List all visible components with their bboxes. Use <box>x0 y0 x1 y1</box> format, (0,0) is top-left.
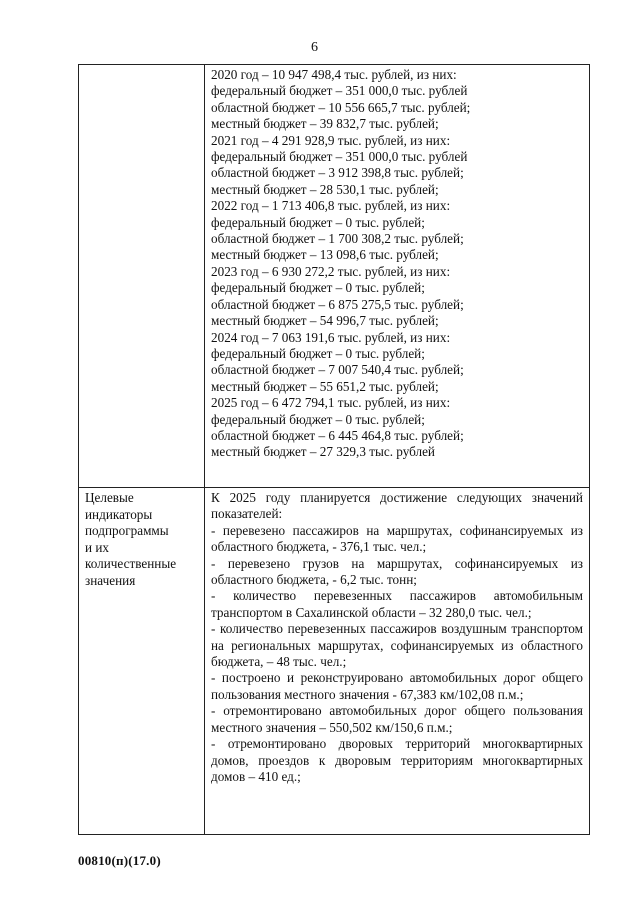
indicators-label-cell <box>79 488 205 835</box>
funding-line: областной бюджет – 3 912 398,8 тыс. рублей; <box>211 165 464 181</box>
indicator-item: - отремонтировано автомобильных дорог общего пользования местного значения – 550,502 км/150,6 п.м.; <box>211 703 583 735</box>
funding-line: 2021 год – 4 291 928,9 тыс. рублей, из них: <box>211 132 451 148</box>
funding-line: федеральный бюджет – 0 тыс. рублей; <box>211 280 425 296</box>
indicator-item: - построено и реконструировано автомобильных дорог общего пользования местного значения - 67,383 км/102,08 п.м.; <box>211 670 583 702</box>
table-row-indicators <box>79 488 590 835</box>
funding-cell <box>205 65 590 488</box>
indicator-item: - перевезено пассажиров на маршрутах, софинансируемых из областного бюджета, - 376,1 тыс. чел.; <box>211 522 583 555</box>
funding-line: областной бюджет – 6 445 464,8 тыс. рублей; <box>211 427 464 443</box>
document-code: 00810(п)(17.0) <box>78 853 161 868</box>
indicators-label-line: и их <box>85 539 110 555</box>
funding-line: местный бюджет – 27 329,3 тыс. рублей <box>211 444 435 460</box>
empty-label-cell <box>79 65 205 488</box>
funding-line: 2022 год – 1 713 406,8 тыс. рублей, из них: <box>211 198 451 214</box>
funding-line: областной бюджет – 7 007 540,4 тыс. рублей; <box>211 362 464 378</box>
funding-line: местный бюджет – 54 996,7 тыс. рублей; <box>211 313 439 329</box>
indicator-item: - отремонтировано дворовых территорий многоквартирных домов, проездов к дворовым территориям многоквартирных домов – 410 ед.; <box>211 736 583 784</box>
funding-line: федеральный бюджет – 0 тыс. рублей; <box>211 214 425 230</box>
funding-line: федеральный бюджет – 0 тыс. рублей; <box>211 345 425 361</box>
indicators-label-line: количественные <box>85 556 177 572</box>
funding-line: 2020 год – 10 947 498,4 тыс. рублей, из них: <box>211 67 457 82</box>
indicators-label-line: значения <box>85 572 136 588</box>
indicators-label-line: Целевые <box>85 490 134 505</box>
indicator-item: - перевезено грузов на маршрутах, софинансируемых из областного бюджета, - 6,2 тыс. тонн; <box>211 555 583 588</box>
funding-line: местный бюджет – 28 530,1 тыс. рублей; <box>211 181 439 197</box>
funding-line: областной бюджет – 1 700 308,2 тыс. рублей; <box>211 231 464 247</box>
indicators-label-line: подпрограммы <box>85 523 169 539</box>
funding-line: местный бюджет – 13 098,6 тыс. рублей; <box>211 247 439 263</box>
funding-line: федеральный бюджет – 351 000,0 тыс. рублей <box>211 83 468 99</box>
indicators-intro: К 2025 году планируется достижение следующих значений показателей: <box>211 490 583 522</box>
table-row-funding <box>79 65 590 488</box>
funding-line: местный бюджет – 55 651,2 тыс. рублей; <box>211 378 439 394</box>
page-number: 6 <box>311 40 318 55</box>
indicator-item: - количество перевезенных пассажиров автомобильным транспортом в Сахалинской области – 32 280,0 тыс. чел.; <box>211 588 583 620</box>
indicators-label <box>85 490 198 590</box>
funding-line: областной бюджет – 10 556 665,7 тыс. рублей; <box>211 99 471 115</box>
funding-line: 2025 год – 6 472 794,1 тыс. рублей, из них: <box>211 395 451 411</box>
funding-line: местный бюджет – 39 832,7 тыс. рублей; <box>211 116 439 132</box>
indicators-label-line: индикаторы <box>85 506 153 522</box>
indicators-cell <box>205 488 590 835</box>
passport-table <box>78 64 590 835</box>
funding-line: областной бюджет – 6 875 275,5 тыс. рублей; <box>211 296 464 312</box>
funding-line: федеральный бюджет – 0 тыс. рублей; <box>211 411 425 427</box>
funding-line: федеральный бюджет – 351 000,0 тыс. рублей <box>211 149 468 165</box>
funding-line: 2023 год – 6 930 272,2 тыс. рублей, из них: <box>211 263 451 279</box>
indicator-item: - количество перевезенных пассажиров воздушным транспортом на региональных маршрутах, софинансируемых из областного бюджета, – 48 тыс. чел.; <box>211 621 583 670</box>
funding-line: 2024 год – 7 063 191,6 тыс. рублей, из них: <box>211 329 451 345</box>
